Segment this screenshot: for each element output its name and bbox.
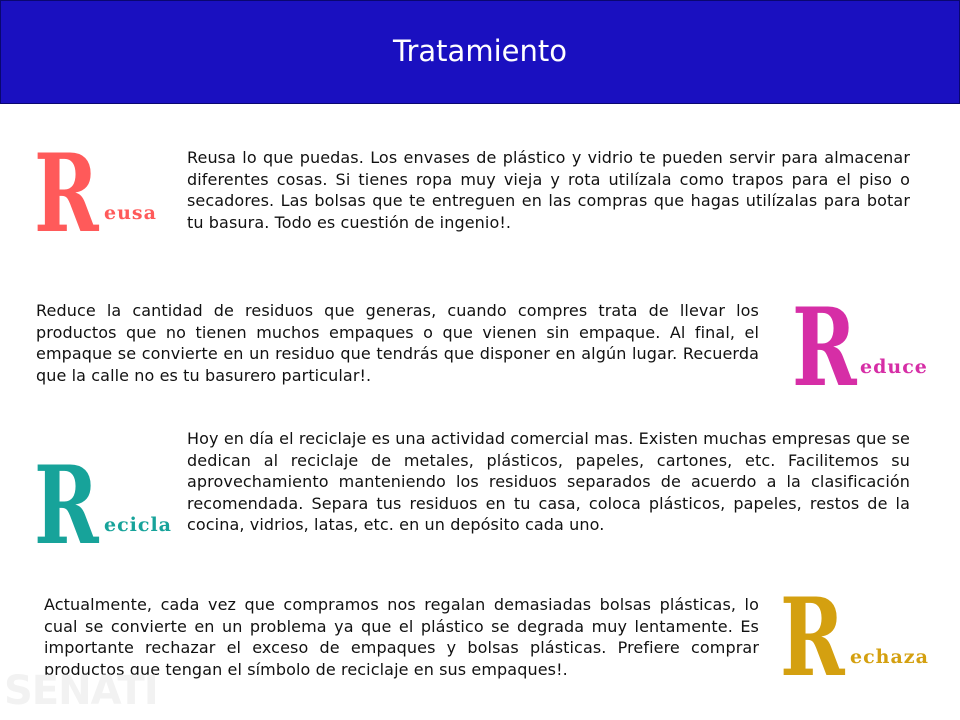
rechaza-logo-letter: R <box>780 575 845 701</box>
page-title: Tratamiento <box>393 34 567 68</box>
reduce-logo <box>792 285 942 411</box>
slide-header <box>0 0 960 104</box>
recicla-logo-letter: R <box>34 443 99 569</box>
rechaza-logo-suffix: echaza <box>850 646 929 668</box>
recicla-paragraph: Hoy en día el reciclaje es una actividad comercial mas. Existen muchas empresas que se dedican al reciclaje de metales, plásticos, papeles, cartones, etc. Facilitemos su aprovechamiento manteniendo los residuos separados de acuerdo a la clasificación recomendada. Separa tus residuos en tu casa, coloca plásticos, papeles, restos de la cocina, vidrios, latas, etc. en un depósito cada uno. <box>187 429 910 535</box>
reusa-paragraph: Reusa lo que puedas. Los envases de plástico y vidrio te pueden servir para almacenar diferentes cosas. Si tienes ropa muy vieja y rota utilízala como trapos para el piso o secadores. Las bolsas que te entreguen en las compras que hagas utilízalas para botar tu basura. Todo es cuestión de ingenio!. <box>187 148 910 232</box>
reusa-logo-suffix: eusa <box>104 202 157 224</box>
reusa-logo-letter: R <box>34 131 99 257</box>
rechaza-logo <box>780 575 940 701</box>
reduce-logo-suffix: educe <box>860 356 928 378</box>
reduce-logo-letter: R <box>792 285 857 411</box>
reusa-logo <box>34 131 164 257</box>
senati-watermark: SENATI <box>4 668 158 714</box>
recicla-logo-suffix: ecicla <box>104 514 172 536</box>
recicla-logo <box>34 443 184 569</box>
rechaza-paragraph: Actualmente, cada vez que compramos nos regalan demasiadas bolsas plásticas, lo cual se convierte en un problema ya que el plástico se degrada muy lentamente. Es importante rechazar el exceso de empaques y bolsas plásticas. Prefiere comprar productos que tengan el símbolo de reciclaje en sus empaques!. <box>44 595 759 679</box>
reduce-paragraph: Reduce la cantidad de residuos que generas, cuando compres trata de llevar los productos que no tienen muchos empaques o que vienen sin empaque. Al final, el empaque se convierte en un residuo que tendrás que disponer en algún lugar. Recuerda que la calle no es tu basurero particular!. <box>36 301 759 385</box>
